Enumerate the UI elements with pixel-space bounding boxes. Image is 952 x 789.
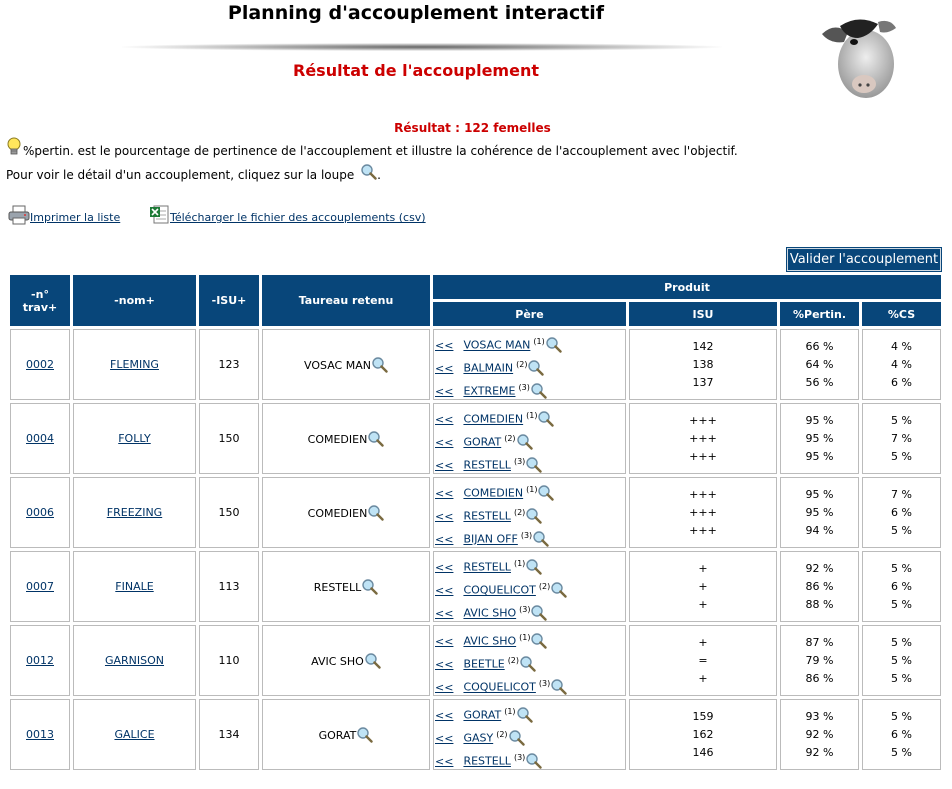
cs-value: 5 % [891,709,912,723]
product-isu-value: 142 [692,339,714,353]
product-isu-value: + [698,635,708,649]
select-sire-link[interactable]: << [435,731,454,745]
sire-line [435,353,625,376]
cs-cell [862,625,941,696]
sire-rank: (1) [504,707,516,716]
product-isu-cell [629,477,777,548]
select-sire-link[interactable]: << [435,634,454,648]
magnifier-icon[interactable] [530,632,547,649]
cs-value: 6 % [891,505,912,519]
cow-num-link[interactable]: 0006 [26,506,54,519]
excel-icon [150,205,170,225]
cow-isu-cell: 150 [199,403,259,474]
magnifier-icon[interactable] [367,504,384,521]
sire-name-link[interactable]: RESTELL [463,509,511,523]
sire-line [435,376,625,399]
sire-line [435,746,625,769]
retained-bull-name: RESTELL [313,581,362,594]
magnifier-icon[interactable] [364,652,381,669]
cow-isu-cell: 134 [199,699,259,770]
product-isu-cell [629,699,777,770]
sire-rank: (1) [513,559,526,568]
retained-bull-name: COMEDIEN [307,433,368,446]
magnifier-icon[interactable] [516,706,533,723]
sire-rank: (3) [538,679,551,688]
cs-cell [862,551,941,622]
product-isu-value: 159 [692,709,714,723]
magnifier-icon[interactable] [508,729,525,746]
magnifier-icon[interactable] [532,530,549,547]
sire-cell [433,551,626,622]
select-sire-link[interactable]: << [435,458,454,472]
pertinence-cell [780,625,859,696]
sire-line [435,649,625,672]
select-sire-link[interactable]: << [435,680,454,694]
pertinence-value: 64 % [805,357,834,371]
retained-bull-name: COMEDIEN [307,507,368,520]
sire-rank: (1) [533,337,545,346]
cow-num-cell [10,403,70,474]
cow-name-cell [73,699,196,770]
sire-line [435,575,625,598]
select-sire-link[interactable]: << [435,384,454,398]
printer-icon [8,205,30,225]
magnifier-icon[interactable] [356,726,373,743]
download-csv-link[interactable] [150,205,426,225]
magnifier-icon[interactable] [530,604,547,621]
pertinence-cell [780,551,859,622]
magnifier-icon[interactable] [550,581,567,598]
col-taureau-header: Taureau retenu [262,275,430,326]
cow-num-cell [10,551,70,622]
product-isu-value: +++ [689,487,717,501]
pertinence-value: 92 % [805,727,834,741]
select-sire-link[interactable]: << [435,509,454,523]
product-isu-value: 146 [692,745,714,759]
col-num-header-line2: trav+ [22,300,58,314]
pertinence-value: 56 % [805,375,834,389]
select-sire-link[interactable]: << [435,606,454,620]
pertinence-value: 92 % [805,561,834,575]
select-sire-link[interactable]: << [435,754,454,768]
cow-num-cell [10,477,70,548]
retained-bull-cell [262,477,430,548]
sire-line [435,478,625,501]
retained-bull-cell [262,625,430,696]
cs-value: 6 % [891,727,912,741]
title-divider [122,43,722,51]
cow-name-link[interactable]: GALICE [114,728,155,741]
sire-name-link[interactable]: BEETLE [463,657,505,671]
col-pere-header: Père [433,302,626,326]
pertinence-value: 95 % [805,505,834,519]
select-sire-link[interactable]: << [435,486,454,500]
sire-line [435,501,625,524]
select-sire-link[interactable]: << [435,560,454,574]
col-nom-header[interactable]: -nom+ [73,275,196,326]
sire-name-link[interactable]: BIJAN OFF [463,532,518,546]
sire-line [435,450,625,473]
cow-name-cell [73,329,196,400]
magnifier-icon[interactable] [525,456,542,473]
magnifier-icon[interactable] [525,752,542,769]
select-sire-link[interactable]: << [435,361,454,375]
sire-rank: (3) [513,457,526,466]
pertinence-value: 92 % [805,745,834,759]
sire-name-link[interactable]: GASY [463,731,494,745]
retained-bull-name: GORAT [318,729,357,742]
cs-value: 5 % [891,745,912,759]
magnifier-icon[interactable] [545,336,562,353]
cs-value: 5 % [891,413,912,427]
product-isu-cell [629,551,777,622]
product-isu-value: +++ [689,413,717,427]
magnifier-icon[interactable] [550,678,567,695]
retained-bull-name: VOSAC MAN [304,359,371,372]
sire-name-link[interactable]: RESTELL [463,560,511,574]
cow-num-link[interactable]: 0013 [26,728,54,741]
pertinence-cell [780,403,859,474]
magnifier-icon[interactable] [537,484,554,501]
product-isu-value: + [698,597,708,611]
magnifier-icon[interactable] [525,558,542,575]
col-isu-prod-header: ISU [629,302,777,326]
sire-line [435,552,625,575]
cs-value: 6 % [891,375,912,389]
pertinence-value: 86 % [805,579,834,593]
cow-name-cell [73,477,196,548]
sire-rank: (3) [519,605,531,614]
sire-rank: (1) [526,485,538,494]
cs-value: 4 % [891,357,912,371]
cow-num-link[interactable]: 0004 [26,432,54,445]
col-isu-header[interactable]: -ISU+ [199,275,259,326]
table-row [10,477,941,548]
cs-value: 5 % [891,597,912,611]
page-title: Planning d'accouplement interactif [227,2,605,24]
cow-name-cell [73,403,196,474]
validate-mating-button[interactable]: Valider l'accouplement [787,248,941,271]
sire-name-link[interactable]: RESTELL [463,458,511,472]
cow-isu-cell: 113 [199,551,259,622]
cs-cell [862,477,941,548]
product-isu-value: 162 [692,727,714,741]
cs-value: 4 % [891,339,912,353]
cow-name-link[interactable]: GARNISON [104,654,165,667]
print-list-label[interactable]: Imprimer la liste [30,211,121,224]
select-sire-link[interactable]: << [435,657,454,671]
cs-cell [862,403,941,474]
product-isu-value: +++ [689,449,717,463]
cow-num-link[interactable]: 0007 [26,580,54,593]
cow-name-cell [73,551,196,622]
product-isu-value: + [698,579,708,593]
table-row [10,329,941,400]
magnifier-info-end: . [377,168,381,182]
sire-rank: (2) [513,508,526,517]
download-csv-label[interactable]: Télécharger le fichier des accouplements (csv) [170,211,426,224]
product-isu-value: + [698,561,708,575]
sire-rank: (2) [507,656,520,665]
product-isu-cell [629,625,777,696]
cs-cell [862,699,941,770]
pertinence-cell [780,699,859,770]
sire-name-link[interactable]: COMEDIEN [463,412,524,426]
pertinence-info-text: %pertin. est le pourcentage de pertinence de l'accouplement et illustre la cohérence de l'accouplement avec l'objectif. [23,144,738,158]
sire-name-link[interactable]: AVIC SHO [463,634,517,648]
cs-value: 7 % [891,487,912,501]
magnifier-icon[interactable] [537,410,554,427]
magnifier-icon[interactable] [367,430,384,447]
magnifier-icon [360,163,377,180]
select-sire-link[interactable]: << [435,583,454,597]
product-isu-value: = [698,653,708,667]
cow-num-link[interactable]: 0002 [26,358,54,371]
cow-num-cell [10,699,70,770]
col-cs-header: %CS [862,302,941,326]
sire-line [435,598,625,621]
sire-line [435,524,625,547]
sire-rank: (2) [516,360,528,369]
col-produit-header: Produit [433,275,941,299]
cow-num-cell [10,625,70,696]
cs-value: 5 % [891,671,912,685]
cow-isu-cell: 110 [199,625,259,696]
sire-cell [433,625,626,696]
sire-name-link[interactable]: GORAT [463,435,502,449]
sire-name-link[interactable]: AVIC SHO [463,606,517,620]
product-isu-value: 137 [692,375,714,389]
select-sire-link[interactable]: << [435,708,454,722]
result-count: Résultat : 122 femelles [394,121,551,135]
table-row [10,403,941,474]
retained-bull-name: AVIC SHO [311,655,364,668]
cs-value: 7 % [891,431,912,445]
cow-num-cell [10,329,70,400]
sire-name-link[interactable]: BALMAIN [463,361,514,375]
product-isu-cell [629,329,777,400]
sire-cell [433,699,626,770]
cs-cell [862,329,941,400]
table-row [10,625,941,696]
sire-rank: (3) [513,753,526,762]
mating-results-table [7,272,944,773]
pertinence-cell [780,477,859,548]
pertinence-value: 95 % [805,449,834,463]
sire-rank: (1) [526,411,538,420]
cow-name-link[interactable]: FINALE [115,580,154,593]
pertinence-value: 79 % [805,653,834,667]
cow-num-link[interactable]: 0012 [26,654,54,667]
sire-rank: (2) [496,730,508,739]
magnifier-icon[interactable] [519,655,536,672]
sire-line [435,723,625,746]
sire-line [435,330,625,353]
sire-name-link[interactable]: EXTREME [463,384,516,398]
product-isu-value: +++ [689,523,717,537]
sire-rank: (1) [519,633,531,642]
pertinence-value: 95 % [805,413,834,427]
product-isu-value: +++ [689,505,717,519]
cs-value: 6 % [891,579,912,593]
retained-bull-cell [262,699,430,770]
table-row [10,551,941,622]
retained-bull-cell [262,403,430,474]
select-sire-link[interactable]: << [435,532,454,546]
retained-bull-cell [262,551,430,622]
pertinence-value: 88 % [805,597,834,611]
magnifier-icon[interactable] [527,359,544,376]
sire-name-link[interactable]: GORAT [463,708,502,722]
sire-name-link[interactable]: VOSAC MAN [463,338,531,352]
product-isu-cell [629,403,777,474]
pertinence-value: 95 % [805,487,834,501]
sire-name-link[interactable]: COMEDIEN [463,486,524,500]
sire-line [435,404,625,427]
sire-line [435,672,625,695]
print-list-link[interactable] [8,205,120,225]
sire-rank: (2) [504,434,516,443]
sire-cell [433,477,626,548]
col-num-header-line1: -n° [31,287,49,301]
product-isu-value: + [698,671,708,685]
sire-line [435,626,625,649]
pertinence-value: 93 % [805,709,834,723]
pertinence-info [6,137,738,158]
magnifier-info [6,163,381,182]
cow-isu-cell: 123 [199,329,259,400]
product-isu-value: 138 [692,357,714,371]
pertinence-value: 94 % [805,523,834,537]
table-row [10,699,941,770]
sire-name-link[interactable]: RESTELL [463,754,511,768]
cow-isu-cell: 150 [199,477,259,548]
col-num-header[interactable] [10,275,70,326]
pertinence-value: 86 % [805,671,834,685]
cs-value: 5 % [891,449,912,463]
page-subtitle: Résultat de l'accouplement [293,61,539,80]
cs-value: 5 % [891,523,912,537]
pertinence-value: 87 % [805,635,834,649]
cow-name-cell [73,625,196,696]
sire-name-link[interactable]: COQUELICOT [463,680,536,694]
sire-cell [433,403,626,474]
sire-line [435,427,625,450]
cs-value: 5 % [891,561,912,575]
pertinence-cell [780,329,859,400]
sire-name-link[interactable]: COQUELICOT [463,583,536,597]
magnifier-info-text: Pour voir le détail d'un accouplement, cliquez sur la loupe [6,168,355,182]
col-pertin-header: %Pertin. [780,302,859,326]
lightbulb-icon [6,137,22,157]
select-sire-link[interactable]: << [435,412,454,426]
pertinence-value: 95 % [805,431,834,445]
magnifier-icon[interactable] [371,356,388,373]
cow-logo [818,12,898,100]
sire-rank: (3) [518,383,530,392]
magnifier-icon[interactable] [530,382,547,399]
magnifier-icon[interactable] [516,433,533,450]
sire-cell [433,329,626,400]
pertinence-value: 66 % [805,339,834,353]
cow-name-link[interactable]: FLEMING [110,358,159,371]
sire-rank: (2) [538,582,551,591]
cow-name-link[interactable]: FREEZING [106,506,163,519]
cs-value: 5 % [891,653,912,667]
select-sire-link[interactable]: << [435,435,454,449]
sire-line [435,700,625,723]
retained-bull-cell [262,329,430,400]
cs-value: 5 % [891,635,912,649]
product-isu-value: +++ [689,431,717,445]
cow-name-link[interactable]: FOLLY [118,432,151,445]
sire-rank: (3) [520,531,533,540]
magnifier-icon[interactable] [525,507,542,524]
select-sire-link[interactable]: << [435,338,454,352]
magnifier-icon[interactable] [361,578,378,595]
